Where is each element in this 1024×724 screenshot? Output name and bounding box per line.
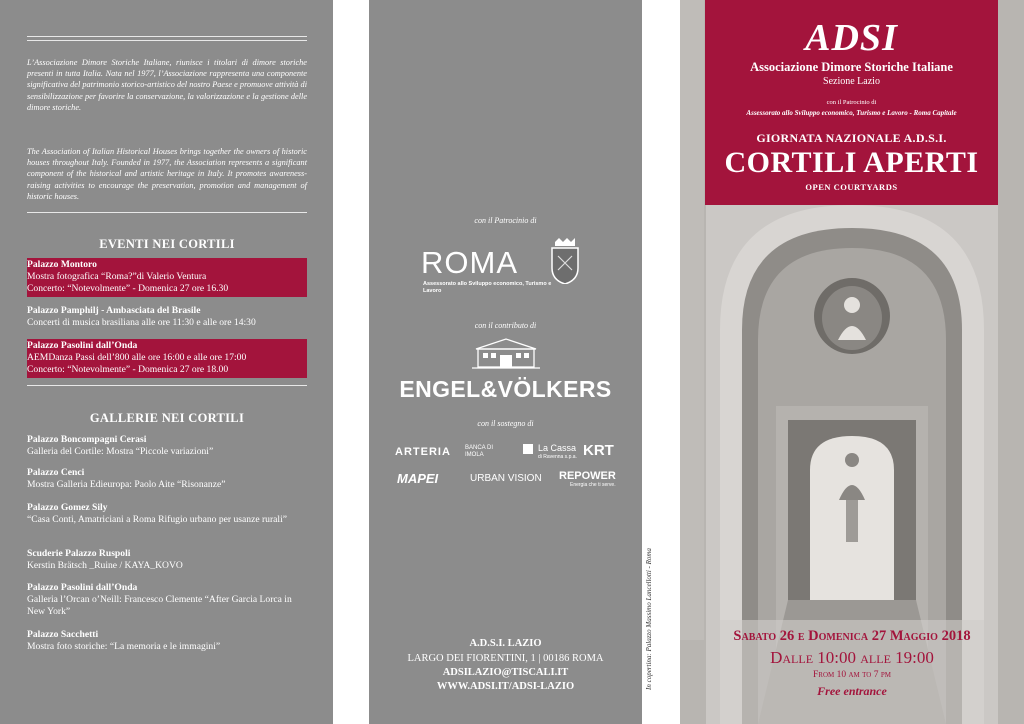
eventi-title: EVENTI NEI CORTILI xyxy=(99,237,235,251)
intro-english: The Association of Italian Historical Houses brings together the owners of historic houses throughout Italy. Founded in 1977, the Association represents a significant component of the historical and artistic heritage in Italy. It promotes awareness-raising activities to encourage the preservation, promotion and management of historic houses. xyxy=(27,147,307,201)
engel-volkers-house-icon xyxy=(472,337,540,371)
gallery-name: Palazzo Cenci xyxy=(27,467,85,478)
sostegno-label: con il sostegno di xyxy=(477,419,534,428)
gallery-item xyxy=(27,629,307,653)
sponsor-mapei: MAPEI xyxy=(397,471,439,486)
gallery-name: Palazzo Boncompagni Cerasi xyxy=(27,434,147,445)
free-entrance: Free entrance xyxy=(817,684,887,698)
patronage-label: con il Patrocinio di xyxy=(826,99,877,106)
top-rule-2 xyxy=(27,40,307,41)
engel-volkers-logo: ENGEL&VÖLKERS xyxy=(399,376,612,402)
gallery-item xyxy=(27,434,307,458)
event-line: Concerto: “Notevolmente” - Domenica 27 ore 16.30 xyxy=(27,283,229,295)
gallery-item xyxy=(27,582,307,619)
top-rule xyxy=(27,36,307,37)
roma-crest-icon xyxy=(549,238,581,284)
sponsor-banca-imola: BANCA DI IMOLA xyxy=(465,445,494,458)
sponsor-la-cassa-sub: di Ravenna s.p.a. xyxy=(538,454,577,460)
roma-logo: ROMA xyxy=(421,245,518,280)
patronage-body: Assessorato allo Sviluppo economico, Turismo e Lavoro - Roma Capitale xyxy=(746,109,957,117)
event-day-label: GIORNATA NAZIONALE A.D.S.I. xyxy=(756,131,947,145)
intro-bottom-rule xyxy=(27,212,307,213)
gallery-item xyxy=(27,502,307,526)
sponsor-krt: KRT xyxy=(583,442,614,459)
event-hours-english: From 10 am to 7 pm xyxy=(813,670,891,680)
event-line: AEMDanza Passi dell’800 alle ore 16:00 e alle ore 17:00 xyxy=(27,352,247,364)
sponsor-arteria: ARTERIA xyxy=(395,446,451,458)
event-line: Concerto: “Notevolmente” - Domenica 27 ore 18.00 xyxy=(27,364,229,376)
sponsor-repower-sub: Energia che ti serve. xyxy=(570,482,616,488)
cover-subtitle: OPEN COURTYARDS xyxy=(805,182,898,192)
cover-panel xyxy=(680,0,1024,724)
intro-italian: L’Associazione Dimore Storiche Italiane, riunisce i titolari di dimore storiche presenti in tutta Italia. Nata nel 1977, l’Associazione rappresenta una componente significativa del patrimonio storico-artistico del nostro Paese e promuove attività di sensibilizzazione per favorire la conservazione, la valorizzazione e la gestione delle dimore storiche. xyxy=(27,58,307,112)
event-name: Palazzo Pamphilj - Ambasciata del Brasile xyxy=(27,305,201,316)
gallerie-title: GALLERIE NEI CORTILI xyxy=(89,411,245,425)
gallery-line: “Casa Conti, Amatriciani a Roma Rifugio urbano per usanze rurali” xyxy=(27,514,288,526)
lacassa-square-icon xyxy=(523,444,533,454)
event-line: Concerti di musica brasiliana alle ore 11:30 e alle ore 14:30 xyxy=(27,317,256,329)
sponsor-urban-vision: URBAN VISION xyxy=(470,473,542,484)
gallery-line: Mostra foto storiche: “La memoria e le immagini” xyxy=(27,641,221,653)
contributo-label: con il contributo di xyxy=(474,321,537,330)
fold-gap xyxy=(333,0,369,724)
gallery-item xyxy=(27,467,307,491)
gallery-line: Kerstin Brätsch _Ruine / KAYA_KOVO xyxy=(27,560,183,572)
sponsor-la-cassa: La Cassa xyxy=(538,443,577,453)
cover-caption: In copertina: Palazzo Massimo Lancellotti - Roma xyxy=(645,548,653,690)
patrocinio-label: con il Patrocinio di xyxy=(474,216,537,225)
contact-email: ADSILAZIO@TISCALI.IT xyxy=(442,667,569,678)
middle-panel xyxy=(369,0,642,724)
gallery-name: Palazzo Sacchetti xyxy=(27,629,99,640)
event-line: Mostra fotografica “Roma?”di Valerio Ventura xyxy=(27,271,207,283)
adsi-logo: ADSI xyxy=(805,17,898,59)
gallery-name: Scuderie Palazzo Ruspoli xyxy=(27,548,131,559)
event-item xyxy=(27,305,307,329)
roma-subtitle: Assessorato allo Sviluppo economico, Turismo e Lavoro xyxy=(423,281,552,294)
sponsor-repower: REPOWER xyxy=(559,470,616,482)
cover-title-box xyxy=(705,0,998,205)
event-item xyxy=(27,258,307,297)
eventi-bottom-rule xyxy=(27,385,307,386)
event-dates: Sabato 26 e Domenica 27 Maggio 2018 xyxy=(733,628,971,644)
org-name: Associazione Dimore Storiche Italiane xyxy=(750,60,953,74)
event-hours: Dalle 10:00 alle 19:00 xyxy=(770,648,934,667)
gallery-item xyxy=(27,548,307,572)
contact-website: WWW.ADSI.IT/ADSI-LAZIO xyxy=(436,681,575,692)
contact-address: LARGO DEI FIORENTINI, 1 | 00186 ROMA xyxy=(407,653,604,664)
gallery-line: Mostra Galleria Edieuropa: Paolo Aite “Risonanze” xyxy=(27,479,226,491)
event-name: Palazzo Pasolini dall’Onda xyxy=(27,340,138,351)
org-section: Sezione Lazio xyxy=(823,76,880,87)
gallery-line: Galleria l’Orcan o’Neill: Francesco Clemente “After Garcia Lorca in New York” xyxy=(27,594,292,618)
contact-org: A.D.S.I. LAZIO xyxy=(469,638,542,649)
event-item xyxy=(27,339,307,378)
event-name: Palazzo Montoro xyxy=(27,259,97,270)
gallery-line: Galleria del Cortile: Mostra “Piccole variazioni” xyxy=(27,446,214,458)
gallery-name: Palazzo Pasolini dall’Onda xyxy=(27,582,138,593)
gallery-name: Palazzo Gomez Sily xyxy=(27,502,108,513)
cover-title: CORTILI APERTI xyxy=(724,146,979,179)
left-panel xyxy=(0,0,333,724)
